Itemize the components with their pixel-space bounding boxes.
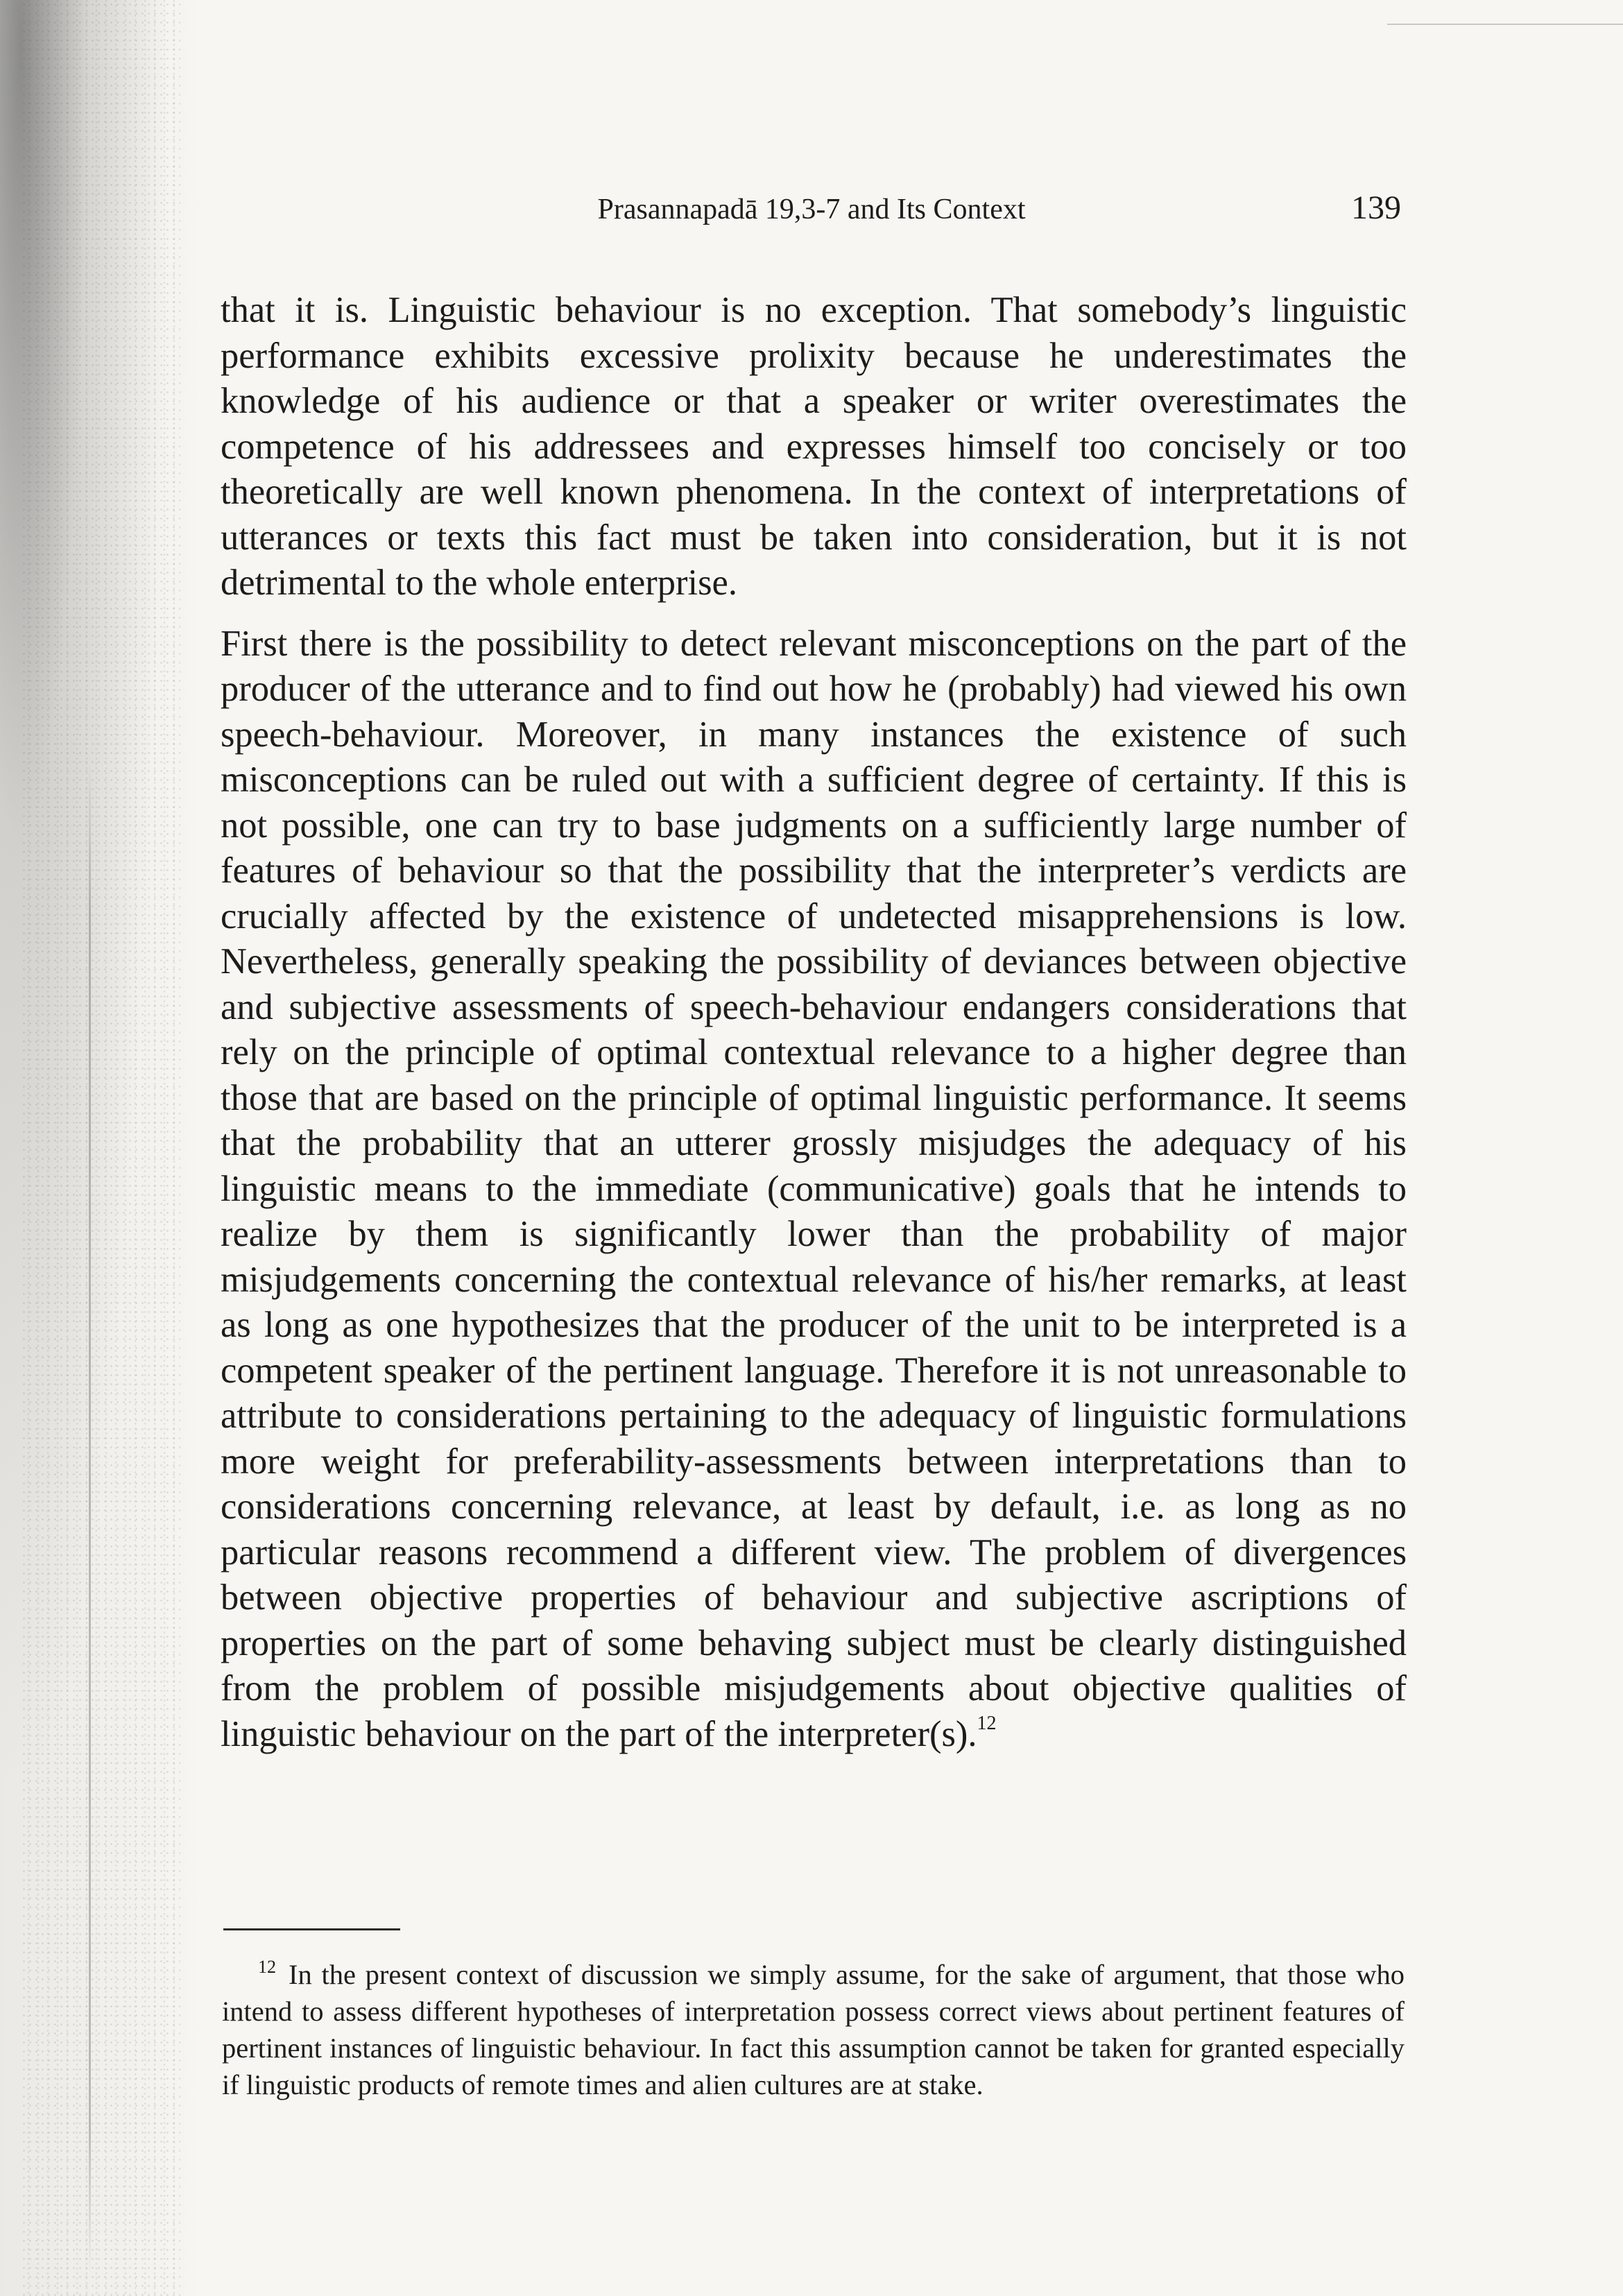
footnote-number: 12 [258,1957,276,1977]
page-header [222,186,1401,241]
scan-noise [21,0,180,2296]
footnote-text: In the present context of discussion we simply assume, for the sake of argument, that those who intend to assess different hypotheses of interpretation possess correct views about pertinent features of pertinent instances of linguistic behaviour. In fact this assumption cannot be taken for granted especially if linguistic products of remote times and alien cultures are at stake. [222,1959,1405,2100]
paragraph-2 [221,622,1407,1758]
paragraph-2-text: First there is the possibility to detect relevant misconceptions on the part of the producer of the utterance and to find out how he (probably) had viewed his own speech-behaviour. Moreover, in many instances the existence of such misconceptions can be ruled out with a sufficient degree of certainty. If this is not possible, one can try to base judgments on a sufficiently large number of features of behaviour so that the possibility that the interpreter’s verdicts are crucially affected by the existence of undetected misapprehensions is low. Nevertheless, generally speaking the possibility of deviances between objective and subjective assessments of speech-behaviour endangers considerations that rely on the principle of optimal contextual relevance to a higher degree than those that are based on the principle of optimal linguistic performance. It seems that the probability that an utterer grossly misjudges the adequacy of his linguistic means to the immediate (communicative) goals that he intends to realize by them is significantly lower than the probability of major misjudgements concerning the contextual relevance of his/her remarks, at least as long as one hypothesizes that the producer of the unit to be interpreted is a competent speaker of the pertinent language. Therefore it is not unreasonable to attribute to considerations pertaining to the adequacy of linguistic formulations more weight for preferability-assessments between interpretations than to considerations concerning relevance, at least by default, i.e. as long as no particular reasons recommend a different view. The problem of divergences between objective properties of behaviour and subjective ascriptions of properties on the part of some behaving subject must be clearly distinguished from the problem of possible misjudgements about objective qualities of linguistic behaviour on the part of the interpreter(s). [221,623,1407,1754]
footnote-reference[interactable]: 12 [977,1712,997,1734]
main-text [221,288,1407,1757]
running-title: Prasannapadā 19,3-7 and Its Context [597,194,1026,225]
scan-top-rule [1387,24,1623,25]
binding-edge-line [89,763,91,2275]
footnote [222,1956,1405,2103]
page-number: 139 [1351,189,1401,226]
paragraph-1: that it is. Linguistic behaviour is no exception. That somebody’s linguistic performance exhibits excessive prolixity because he underestimates the knowledge of his audience or that a speaker or writer overestimates the competence of his addressees and expresses himself too concisely or too theoretically are well known phenomena. In the context of interpretations of utterances or texts this fact must be taken into consideration, but it is not detrimental to the whole enterprise. [221,290,1407,603]
footnote-divider [223,1928,400,1930]
